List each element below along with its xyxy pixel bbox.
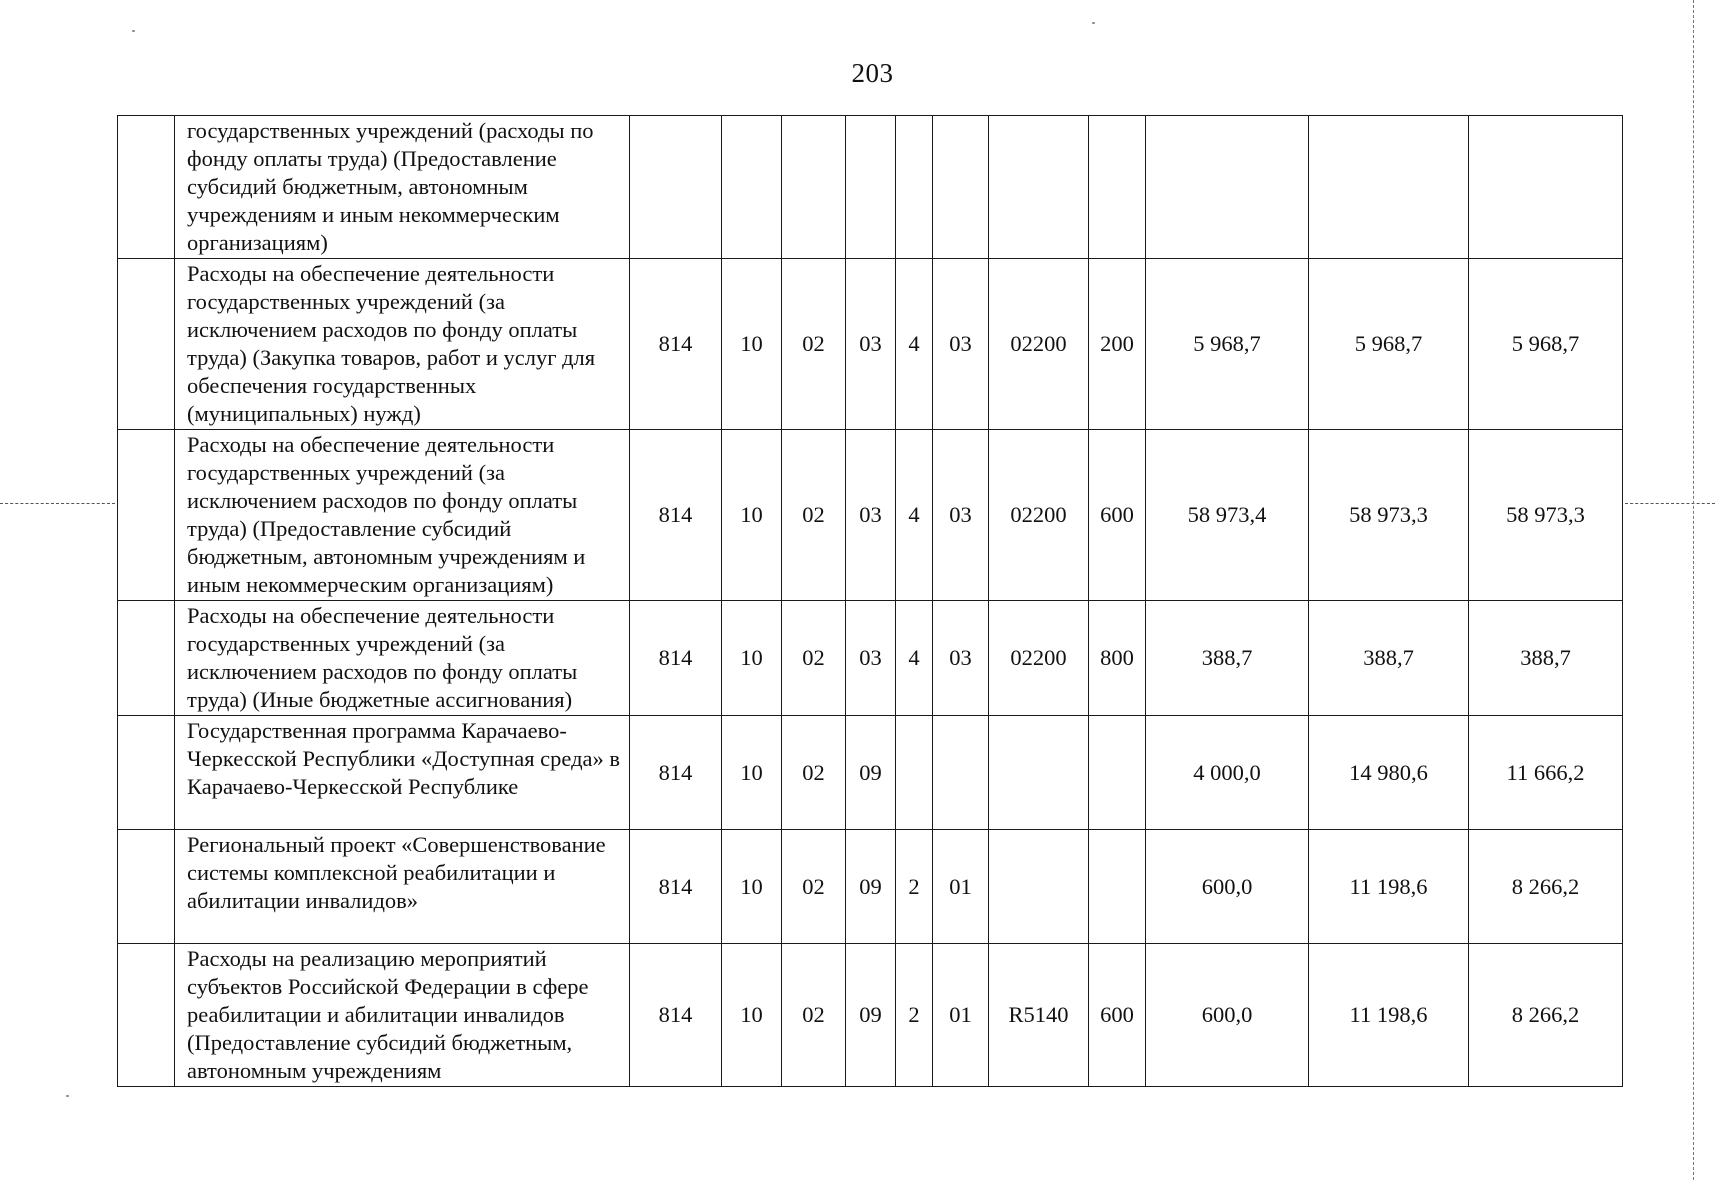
cell-program: 09 <box>846 944 896 1087</box>
row-description: Расходы на реализацию мероприятий субъектов Российской Федерации в сфере реабилитации и абилитации инвалидов (Предоставление субсидий бюджетным, автономным учреждениям <box>175 944 630 1087</box>
cell-direction: 02200 <box>989 601 1089 716</box>
cell-event: 03 <box>933 601 989 716</box>
cell-section: 10 <box>722 944 782 1087</box>
row-index-cell <box>118 830 175 944</box>
cell-amount-year-1: 600,0 <box>1146 944 1309 1087</box>
cell-amount-year-3 <box>1469 116 1623 259</box>
cell-event: 03 <box>933 259 989 430</box>
scan-fold-line-right <box>1625 503 1715 504</box>
cell-ministry-code <box>630 116 722 259</box>
scan-edge-line <box>1693 0 1694 1180</box>
cell-section: 10 <box>722 601 782 716</box>
cell-ministry-code: 814 <box>630 601 722 716</box>
cell-section <box>722 116 782 259</box>
row-description: Расходы на обеспечение деятельности государственных учреждений (за исключением расходов по фонду оплаты труда) (Иные бюджетные ассигнования) <box>175 601 630 716</box>
cell-subprogram: 2 <box>896 944 933 1087</box>
table-row <box>118 944 1623 1087</box>
cell-section: 10 <box>722 716 782 830</box>
cell-amount-year-1: 600,0 <box>1146 830 1309 944</box>
cell-subsection: 02 <box>782 830 846 944</box>
cell-expense-type: 600 <box>1089 430 1146 601</box>
cell-ministry-code: 814 <box>630 944 722 1087</box>
cell-direction: 02200 <box>989 259 1089 430</box>
scan-speck <box>132 30 135 32</box>
cell-event: 01 <box>933 830 989 944</box>
cell-subprogram <box>896 716 933 830</box>
cell-expense-type <box>1089 716 1146 830</box>
table-row <box>118 116 1623 259</box>
budget-table <box>117 115 1623 1087</box>
cell-program: 09 <box>846 830 896 944</box>
cell-section: 10 <box>722 830 782 944</box>
row-description: государственных учреждений (расходы по фонду оплаты труда) (Предоставление субсидий бюджетным, автономным учреждениям и иным некоммерческим организациям) <box>175 116 630 259</box>
cell-event: 03 <box>933 430 989 601</box>
cell-ministry-code: 814 <box>630 259 722 430</box>
cell-amount-year-1: 4 000,0 <box>1146 716 1309 830</box>
cell-subsection: 02 <box>782 259 846 430</box>
cell-amount-year-3: 8 266,2 <box>1469 944 1623 1087</box>
cell-direction: R5140 <box>989 944 1089 1087</box>
budget-table-container <box>117 115 1622 1087</box>
cell-event: 01 <box>933 944 989 1087</box>
cell-subprogram: 2 <box>896 830 933 944</box>
cell-direction <box>989 716 1089 830</box>
cell-ministry-code: 814 <box>630 716 722 830</box>
cell-expense-type: 800 <box>1089 601 1146 716</box>
cell-expense-type: 600 <box>1089 944 1146 1087</box>
cell-expense-type: 200 <box>1089 259 1146 430</box>
cell-direction <box>989 830 1089 944</box>
cell-direction: 02200 <box>989 430 1089 601</box>
cell-program: 09 <box>846 716 896 830</box>
cell-event <box>933 716 989 830</box>
cell-program <box>846 116 896 259</box>
row-index-cell <box>118 944 175 1087</box>
cell-subsection: 02 <box>782 430 846 601</box>
row-index-cell <box>118 259 175 430</box>
cell-amount-year-3: 58 973,3 <box>1469 430 1623 601</box>
cell-event <box>933 116 989 259</box>
page-number: 203 <box>851 58 894 88</box>
cell-program: 03 <box>846 601 896 716</box>
cell-program: 03 <box>846 259 896 430</box>
cell-subsection <box>782 116 846 259</box>
table-row <box>118 830 1623 944</box>
row-index-cell <box>118 716 175 830</box>
cell-amount-year-3: 11 666,2 <box>1469 716 1623 830</box>
cell-expense-type <box>1089 830 1146 944</box>
cell-ministry-code: 814 <box>630 430 722 601</box>
cell-amount-year-2: 14 980,6 <box>1309 716 1469 830</box>
cell-amount-year-3: 5 968,7 <box>1469 259 1623 430</box>
row-index-cell <box>118 116 175 259</box>
cell-section: 10 <box>722 430 782 601</box>
cell-amount-year-2 <box>1309 116 1469 259</box>
cell-amount-year-2: 58 973,3 <box>1309 430 1469 601</box>
cell-amount-year-1: 388,7 <box>1146 601 1309 716</box>
table-row <box>118 430 1623 601</box>
cell-amount-year-1: 58 973,4 <box>1146 430 1309 601</box>
row-index-cell <box>118 430 175 601</box>
cell-amount-year-1: 5 968,7 <box>1146 259 1309 430</box>
cell-amount-year-2: 5 968,7 <box>1309 259 1469 430</box>
table-row <box>118 601 1623 716</box>
cell-ministry-code: 814 <box>630 830 722 944</box>
cell-amount-year-2: 11 198,6 <box>1309 944 1469 1087</box>
cell-amount-year-1 <box>1146 116 1309 259</box>
cell-subsection: 02 <box>782 944 846 1087</box>
cell-section: 10 <box>722 259 782 430</box>
cell-amount-year-3: 8 266,2 <box>1469 830 1623 944</box>
cell-subprogram <box>896 116 933 259</box>
row-description: Государственная программа Карачаево-Черкесской Республики «Доступная среда» в Карачаево-Черкесской Республике <box>175 716 630 830</box>
table-row <box>118 259 1623 430</box>
row-description: Расходы на обеспечение деятельности государственных учреждений (за исключением расходов по фонду оплаты труда) (Закупка товаров, работ и услуг для обеспечения государственных (муниципальных) нужд) <box>175 259 630 430</box>
cell-subsection: 02 <box>782 716 846 830</box>
cell-amount-year-2: 11 198,6 <box>1309 830 1469 944</box>
row-description: Региональный проект «Совершенствование системы комплексной реабилитации и абилитации инвалидов» <box>175 830 630 944</box>
cell-amount-year-3: 388,7 <box>1469 601 1623 716</box>
scan-speck <box>1092 22 1095 24</box>
cell-amount-year-2: 388,7 <box>1309 601 1469 716</box>
cell-subprogram: 4 <box>896 430 933 601</box>
scan-fold-line-left <box>0 503 115 504</box>
row-description: Расходы на обеспечение деятельности государственных учреждений (за исключением расходов по фонду оплаты труда) (Предоставление субсидий бюджетным, автономным учреждениям и иным некоммерческим организациям) <box>175 430 630 601</box>
cell-expense-type <box>1089 116 1146 259</box>
table-row <box>118 716 1623 830</box>
cell-subsection: 02 <box>782 601 846 716</box>
scan-speck <box>66 1095 69 1097</box>
cell-program: 03 <box>846 430 896 601</box>
cell-direction <box>989 116 1089 259</box>
row-index-cell <box>118 601 175 716</box>
cell-subprogram: 4 <box>896 601 933 716</box>
cell-subprogram: 4 <box>896 259 933 430</box>
